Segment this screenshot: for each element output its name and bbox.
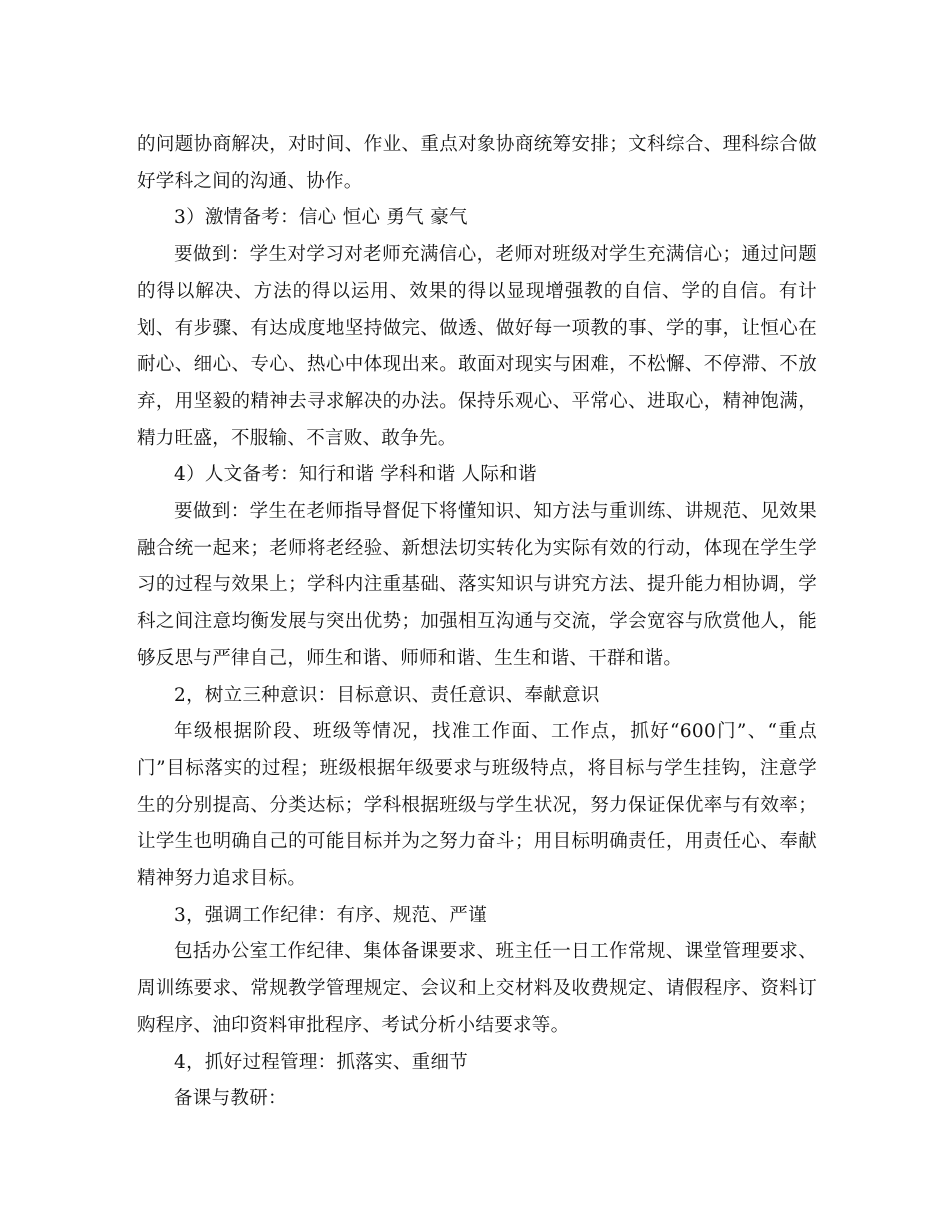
paragraph-target-awareness: 年级根据阶段、班级等情况，找准工作面、工作点，抓好“600门”、“重点门”目标落实的过程；班级根据年级要求与班级特点，将目标与学生挂钩，注意学生的分别提高、分类达标；学科根据班级与学生状况，努力保证保优率与有效率；让学生也明确自己的可能目标并为之努力奋斗；用目标明确责任，用责任心、奉献精神努力追求目标。 bbox=[137, 721, 817, 890]
heading-lesson-prep-research: 备课与教研： bbox=[174, 1088, 287, 1110]
paragraph-continuation: 的问题协商解决，对时间、作业、重点对象协商统筹安排；文科综合、理科综合做好学科之间的沟通、协作。 bbox=[137, 134, 817, 192]
heading-three-awareness: 2，树立三种意识：目标意识、责任意识、奉献意识 bbox=[174, 684, 600, 706]
paragraph-humanistic-requirements: 要做到：学生在老师指导督促下将懂知识、知方法与重训练、讲规范、见效果融合统一起来；老师将老经验、新想法切实转化为实际有效的行动，体现在学生学习的过程与效果上；学科内注重基础、落实知识与讲究方法、提升能力相协调，学科之间注意均衡发展与突出优势；加强相互沟通与交流，学会宽容与欣赏他人，能够反思与严律自己，师生和谐、师师和谐、生生和谐、干群和谐。 bbox=[137, 501, 817, 669]
heading-work-discipline: 3，强调工作纪律：有序、规范、严谨 bbox=[174, 904, 487, 926]
heading-passionate-preparation: 3）激情备考：信心 恒心 勇气 豪气 bbox=[174, 207, 468, 229]
document-body bbox=[137, 127, 817, 1118]
heading-humanistic-preparation: 4）人文备考：知行和谐 学科和谐 人际和谐 bbox=[174, 464, 537, 486]
paragraph-passionate-requirements: 要做到：学生对学习对老师充满信心，老师对班级对学生充满信心；通过问题的得以解决、方法的得以运用、效果的得以显现增强教的自信、学的自信。有计划、有步骤、有达成度地坚持做完、做透、做好每一项教的事、学的事，让恒心在耐心、细心、专心、热心中体现出来。敢面对现实与困难，不松懈、不停滞、不放弃，用坚毅的精神去寻求解决的办法。保持乐观心、平常心、进取心，精神饱满，精力旺盛，不服输、不言败、敢争先。 bbox=[137, 244, 817, 449]
heading-process-management: 4，抓好过程管理：抓落实、重细节 bbox=[174, 1051, 469, 1073]
paragraph-discipline-items: 包括办公室工作纪律、集体备课要求、班主任一日工作常规、课堂管理要求、周训练要求、常规教学管理规定、会议和上交材料及收费规定、请假程序、资料订购程序、油印资料审批程序、考试分析小结要求等。 bbox=[137, 941, 817, 1036]
